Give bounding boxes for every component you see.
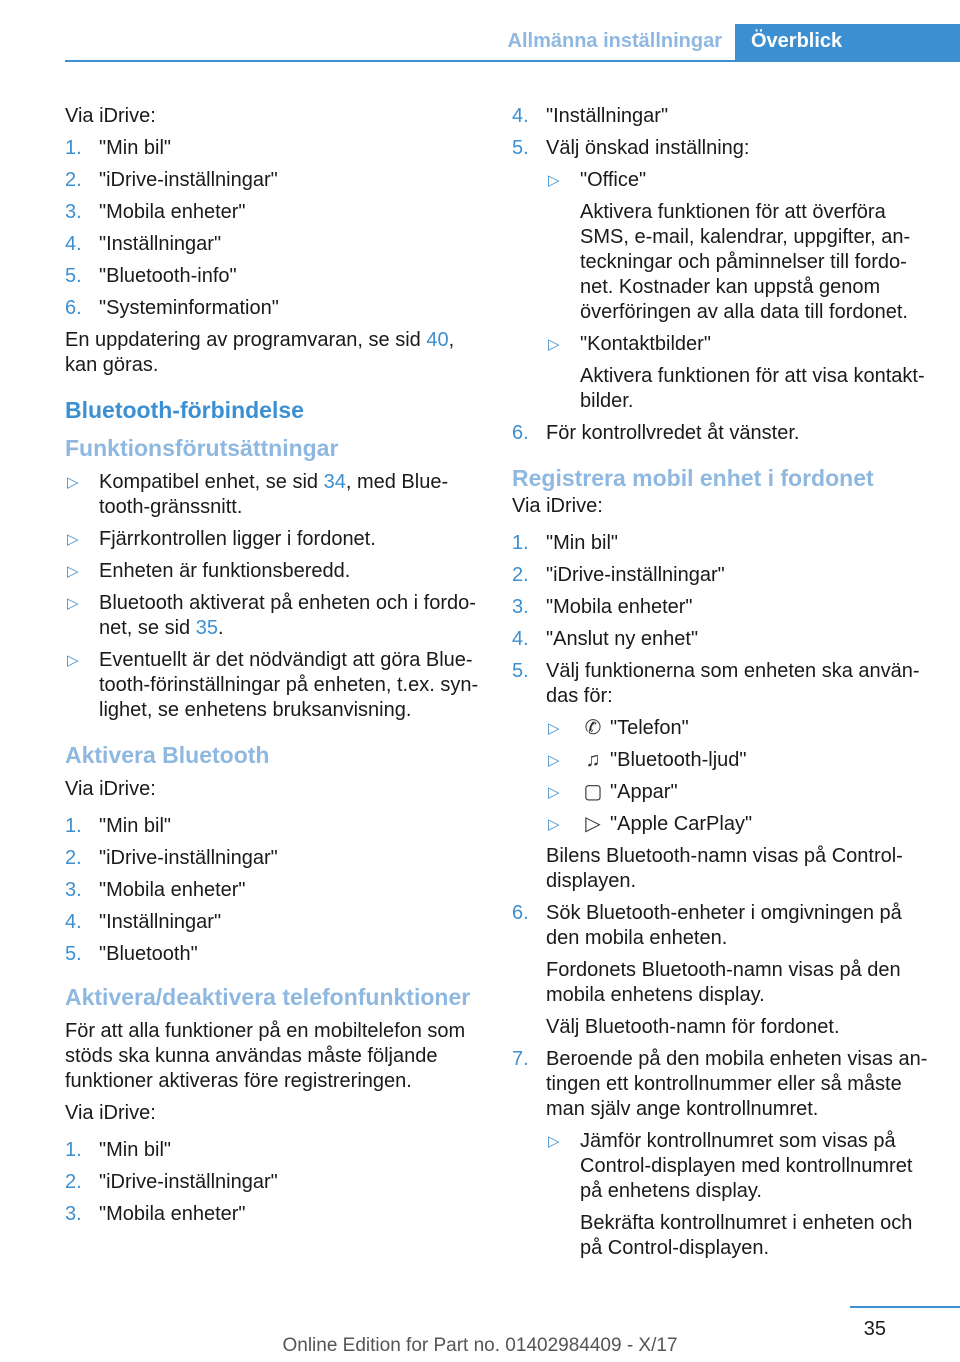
page-link[interactable]: 40 — [426, 329, 449, 351]
list-item: 4. "Inställningar" — [512, 105, 669, 127]
triangle-bullet-icon: ▷ — [67, 563, 79, 580]
list-item: ▷ Jämför kontrollnumret som visas på Control-displayen med kontrollnumret på enhetens display. Bekräfta kontrollnumret i enheten och på Control-displayen. — [548, 1130, 913, 1259]
list-item: 3. "Mobila enheter" — [65, 201, 246, 223]
heading-phone-functions: Aktivera/deaktivera telefonfunktioner — [65, 984, 471, 1010]
update-text: En uppdatering av programvaran, se sid 40, kan göras. — [65, 329, 455, 376]
apps-icon: ▢ — [583, 781, 603, 803]
triangle-bullet-icon: ▷ — [548, 752, 560, 769]
step-note: Fordonets Bluetooth-namn visas på den mobila enhetens display. — [546, 959, 901, 1006]
section-title: Allmänna inställningar — [507, 30, 722, 52]
phone-icon: ✆ — [584, 717, 602, 739]
activate-intro: Via iDrive: — [65, 778, 156, 800]
triangle-bullet-icon: ▷ — [548, 784, 560, 801]
music-note-icon: ♫ — [585, 749, 601, 771]
options-list — [546, 168, 932, 414]
list-item: 6. För kontrollvredet åt vänster. — [512, 422, 800, 444]
list-item: 3. "Mobila enheter" — [65, 879, 246, 901]
heading-bluetooth: Bluetooth-förbindelse — [65, 397, 304, 423]
step-note: Välj Bluetooth-namn för fordonet. — [546, 1016, 840, 1038]
right-column — [512, 104, 932, 1268]
list-item: ▷ "Office" Aktivera funktionen för att överföra SMS, e-mail, kalendrar, uppgifter, an- teckningar och påminnelser till fordo- net. Kostnader kan uppstå genom överföringen av alla data till fordonet. — [548, 169, 911, 323]
heading-prerequisites: Funktionsförutsättningar — [65, 435, 339, 461]
list-item: ▷ Bluetooth aktiverat på enheten och i fordo- net, se sid 35. — [67, 592, 476, 639]
list-item: 2. "iDrive-inställningar" — [65, 169, 278, 191]
register-steps — [512, 531, 932, 1261]
steps-list-cont — [512, 104, 932, 446]
triangle-bullet-icon: ▷ — [67, 531, 79, 548]
phone-intro: Via iDrive: — [65, 1102, 156, 1124]
triangle-bullet-icon: ▷ — [548, 336, 560, 353]
list-item: 5. "Bluetooth-info" — [65, 265, 237, 287]
list-item: ▷ Fjärrkontrollen ligger i fordonet. — [67, 528, 376, 550]
heading-register-device: Registrera mobil enhet i fordonet — [512, 465, 874, 491]
list-item: 4. "Inställningar" — [65, 233, 222, 255]
phone-text: För att alla funktioner på en mobiltelefon som stöds ska kunna användas måste följande funktioner aktiveras före registreringen. — [65, 1020, 466, 1092]
list-item: ▷ ▢ "Appar" — [548, 781, 678, 803]
left-column — [65, 104, 485, 1234]
steps-list-2 — [65, 814, 485, 967]
list-item: 6. "Systeminformation" — [65, 297, 279, 319]
step-note: Bilens Bluetooth-namn visas på Control- displayen. — [546, 845, 903, 892]
verify-list — [546, 1129, 932, 1261]
triangle-bullet-icon: ▷ — [67, 474, 79, 491]
page-header — [65, 24, 960, 62]
page-link[interactable]: 34 — [323, 471, 346, 493]
list-item: 5. Välj önskad inställning: ▷ "Office" Aktivera funktionen för att överföra SMS, e-mail, kalendrar, uppgifter, an- teckningar och påminnelser till fordo- net. Kostnader kan uppstå genom överföringen av alla data till fordonet. ▷ "Kontaktbilder" Aktivera funktionen för att visa kontakt- bilder. — [512, 136, 932, 414]
register-intro: Via iDrive: — [512, 495, 603, 517]
list-item: ▷ "Kontaktbilder" Aktivera funktionen för att visa kontakt- bilder. — [548, 333, 925, 412]
intro-text: Via iDrive: — [65, 105, 156, 127]
list-item: 2. "iDrive-inställningar" — [512, 564, 725, 586]
list-item: ▷ ▷ "Apple CarPlay" — [548, 813, 753, 835]
list-item: ▷ ♫ "Bluetooth-ljud" — [548, 749, 747, 771]
carplay-icon: ▷ — [585, 813, 601, 835]
list-item: 4. "Inställningar" — [65, 911, 222, 933]
footer-rule — [850, 1306, 960, 1308]
functions-list — [546, 716, 932, 837]
steps-list-3 — [65, 1138, 485, 1227]
triangle-bullet-icon: ▷ — [548, 172, 560, 189]
list-item: 1. "Min bil" — [512, 532, 618, 554]
list-item: 7. Beroende på den mobila enheten visas an- tingen ett kontrollnummer eller så måste man själv ange kontrollnumret. ▷ Jämför kontrollnumret som visas på Control-displayen med kontrollnumret på enhetens display. Bekräfta kontrollnumret i enheten och på Control-displayen. — [512, 1047, 932, 1261]
list-item: 5. "Bluetooth" — [65, 943, 198, 965]
list-item: ▷ ✆ "Telefon" — [548, 717, 689, 739]
triangle-bullet-icon: ▷ — [67, 652, 79, 669]
page-number: 35 — [863, 1318, 886, 1340]
list-item: 1. "Min bil" — [65, 1139, 171, 1161]
triangle-bullet-icon: ▷ — [67, 595, 79, 612]
list-item: 6. Sök Bluetooth-enheter i omgivningen på den mobila enheten. Fordonets Bluetooth-namn visas på den mobila enhetens display. Välj Bluetooth-namn för fordonet. — [512, 901, 932, 1040]
page-link[interactable]: 35 — [195, 617, 218, 639]
list-item: ▷ Kompatibel enhet, se sid 34, med Blue- tooth-gränssnitt. — [67, 471, 449, 518]
list-item: 4. "Anslut ny enhet" — [512, 628, 699, 650]
list-item: 2. "iDrive-inställningar" — [65, 847, 278, 869]
list-item: ▷ Enheten är funktionsberedd. — [67, 560, 351, 582]
list-item: 1. "Min bil" — [65, 815, 171, 837]
steps-list-1 — [65, 136, 485, 321]
list-item: 5. Välj funktionerna som enheten ska använ- das för: ▷ ✆ "Telefon" ▷ ♫ "Bluetooth-ljud" ▷ ▢ "Appar" ▷ ▷ "Apple CarPlay" Bilens Bluetooth-namn visas på Control- displayen. — [512, 659, 932, 894]
list-item: 3. "Mobila enheter" — [512, 596, 693, 618]
triangle-bullet-icon: ▷ — [548, 1133, 560, 1150]
list-item: 3. "Mobila enheter" — [65, 1203, 246, 1225]
list-item: 2. "iDrive-inställningar" — [65, 1171, 278, 1193]
tab-overview: Överblick — [735, 24, 960, 62]
triangle-bullet-icon: ▷ — [548, 720, 560, 737]
heading-activate-bluetooth: Aktivera Bluetooth — [65, 742, 270, 768]
list-item: ▷ Eventuellt är det nödvändigt att göra Blue- tooth-förinställningar på enheten, t.ex. syn- lighet, se enhetens bruksanvisning. — [67, 649, 479, 721]
edition-text: Online Edition for Part no. 01402984409 - X/17 — [282, 1335, 678, 1356]
triangle-bullet-icon: ▷ — [548, 816, 560, 833]
list-item: 1. "Min bil" — [65, 137, 171, 159]
prereq-list — [65, 470, 485, 723]
